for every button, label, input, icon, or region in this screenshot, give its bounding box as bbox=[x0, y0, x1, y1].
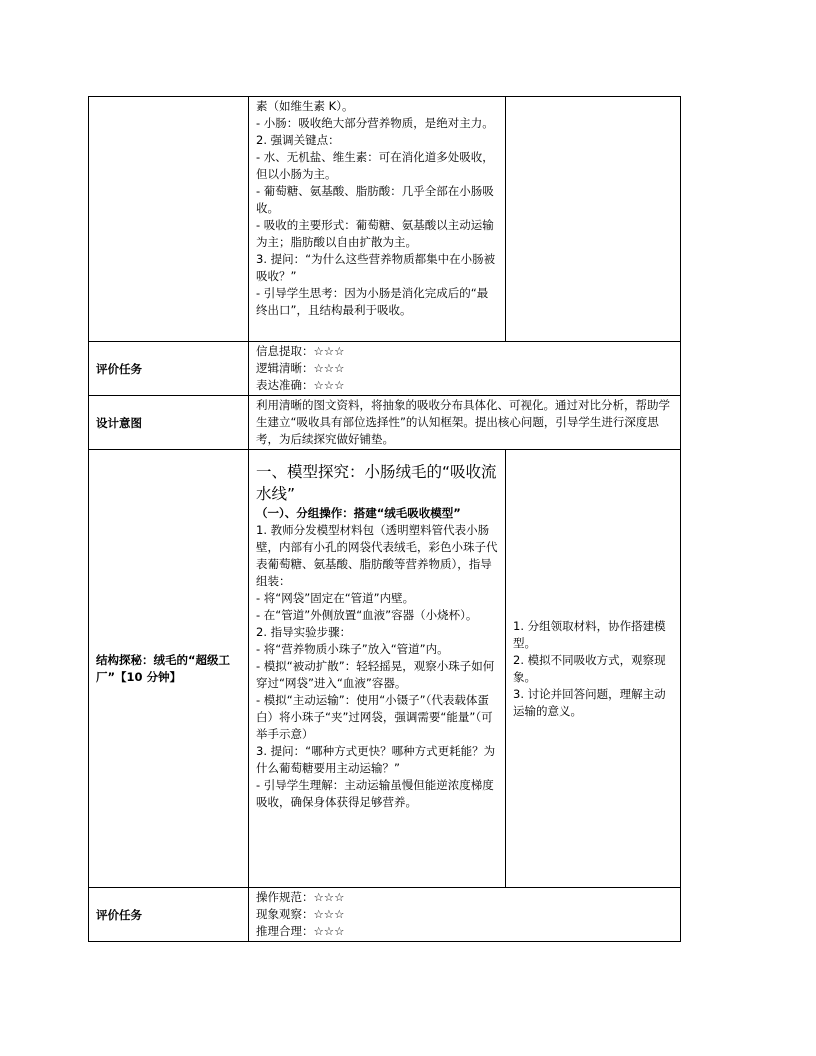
evaluation-item: 操作规范：☆☆☆ bbox=[256, 890, 345, 904]
row-label: 评价任务 bbox=[89, 342, 249, 396]
evaluation-item: 逻辑清晰：☆☆☆ bbox=[256, 361, 345, 375]
evaluation-item: 推理合理：☆☆☆ bbox=[256, 924, 345, 938]
teacher-activity-cell bbox=[249, 450, 506, 888]
text-line: - 在“管道”外侧放置“血液”容器（小烧杯）。 bbox=[256, 608, 478, 622]
text-line: 素（如维生素 K）。 bbox=[256, 99, 354, 113]
student-activity-item: 3. 讨论并回答问题，理解主动运输的意义。 bbox=[513, 687, 666, 718]
text-line: 3. 提问：“为什么这些营养物质都集中在小肠被吸收？” bbox=[256, 252, 496, 283]
row-label: 评价任务 bbox=[89, 888, 249, 942]
evaluation-cell bbox=[249, 888, 681, 942]
student-activity-item: 2. 模拟不同吸收方式，观察现象。 bbox=[513, 653, 666, 684]
evaluation-cell bbox=[249, 342, 681, 396]
text-line: - 小肠：吸收绝大部分营养物质，是绝对主力。 bbox=[256, 116, 494, 130]
evaluation-item: 信息提取：☆☆☆ bbox=[256, 344, 345, 358]
text-line: - 引导学生理解：主动运输虽慢但能逆浓度梯度吸收，确保身体获得足够营养。 bbox=[256, 778, 494, 809]
text-line: - 将“营养物质小珠子”放入“管道”内。 bbox=[256, 642, 449, 656]
table-row bbox=[89, 97, 681, 342]
teacher-activity-cell bbox=[249, 97, 506, 342]
student-activity-item: 1. 分组领取材料，协作搭建模型。 bbox=[513, 619, 666, 650]
empty-label-cell bbox=[89, 97, 249, 342]
design-intent-text: 利用清晰的图文资料，将抽象的吸收分布具体化、可视化。通过对比分析，帮助学生建立“吸收具有部位选择性”的认知框架。提出核心问题，引导学生进行深度思考，为后续探究做好铺垫。 bbox=[256, 398, 670, 446]
evaluation-item: 表达准确：☆☆☆ bbox=[256, 378, 345, 392]
text-line: - 水、无机盐、维生素：可在消化道多处吸收，但以小肠为主。 bbox=[256, 150, 494, 181]
text-line: - 葡萄糖、氨基酸、脂肪酸：几乎全部在小肠吸收。 bbox=[256, 184, 494, 215]
text-line: - 吸收的主要形式：葡萄糖、氨基酸以主动运输为主；脂肪酸以自由扩散为主。 bbox=[256, 218, 494, 249]
student-activity-cell bbox=[506, 450, 681, 888]
lesson-plan-table bbox=[88, 96, 681, 942]
evaluation-item: 现象观察：☆☆☆ bbox=[256, 907, 345, 921]
table-row bbox=[89, 888, 681, 942]
text-line: - 将“网袋”固定在“管道”内壁。 bbox=[256, 591, 415, 605]
text-line: 2. 强调关键点： bbox=[256, 133, 340, 147]
text-line: - 模拟“被动扩散”：轻轻摇晃，观察小珠子如何穿过“网袋”进入“血液”容器。 bbox=[256, 659, 495, 690]
text-line: 1. 教师分发模型材料包（透明塑料管代表小肠壁，内部有小孔的网袋代表绒毛，彩色小珠子代表葡萄糖、氨基酸、脂肪酸等营养物质），指导组装： bbox=[256, 523, 498, 588]
text-line: 2. 指导实验步骤： bbox=[256, 625, 352, 639]
row-label: 结构探秘：绒毛的“超级工厂”【10 分钟】 bbox=[89, 450, 249, 888]
text-line: 3. 提问：“哪种方式更快？哪种方式更耗能？为什么葡萄糖要用主动运输？” bbox=[256, 744, 496, 775]
table-row bbox=[89, 342, 681, 396]
table-row bbox=[89, 396, 681, 450]
design-intent-cell bbox=[249, 396, 681, 450]
student-activity-cell bbox=[506, 97, 681, 342]
subsection-heading: （一）、分组操作：搭建“绒毛吸收模型” bbox=[256, 506, 461, 520]
text-line: - 模拟“主动运输”：使用“小镊子”（代表载体蛋白）将小珠子“夹”过网袋，强调需要“能量”（可举手示意） bbox=[256, 693, 493, 741]
section-heading: 一、模型探究：小肠绒毛的“吸收流水线” bbox=[256, 463, 497, 503]
row-label: 设计意图 bbox=[89, 396, 249, 450]
table-row bbox=[89, 450, 681, 888]
text-line: - 引导学生思考：因为小肠是消化完成后的“最终出口”，且结构最利于吸收。 bbox=[256, 286, 489, 317]
